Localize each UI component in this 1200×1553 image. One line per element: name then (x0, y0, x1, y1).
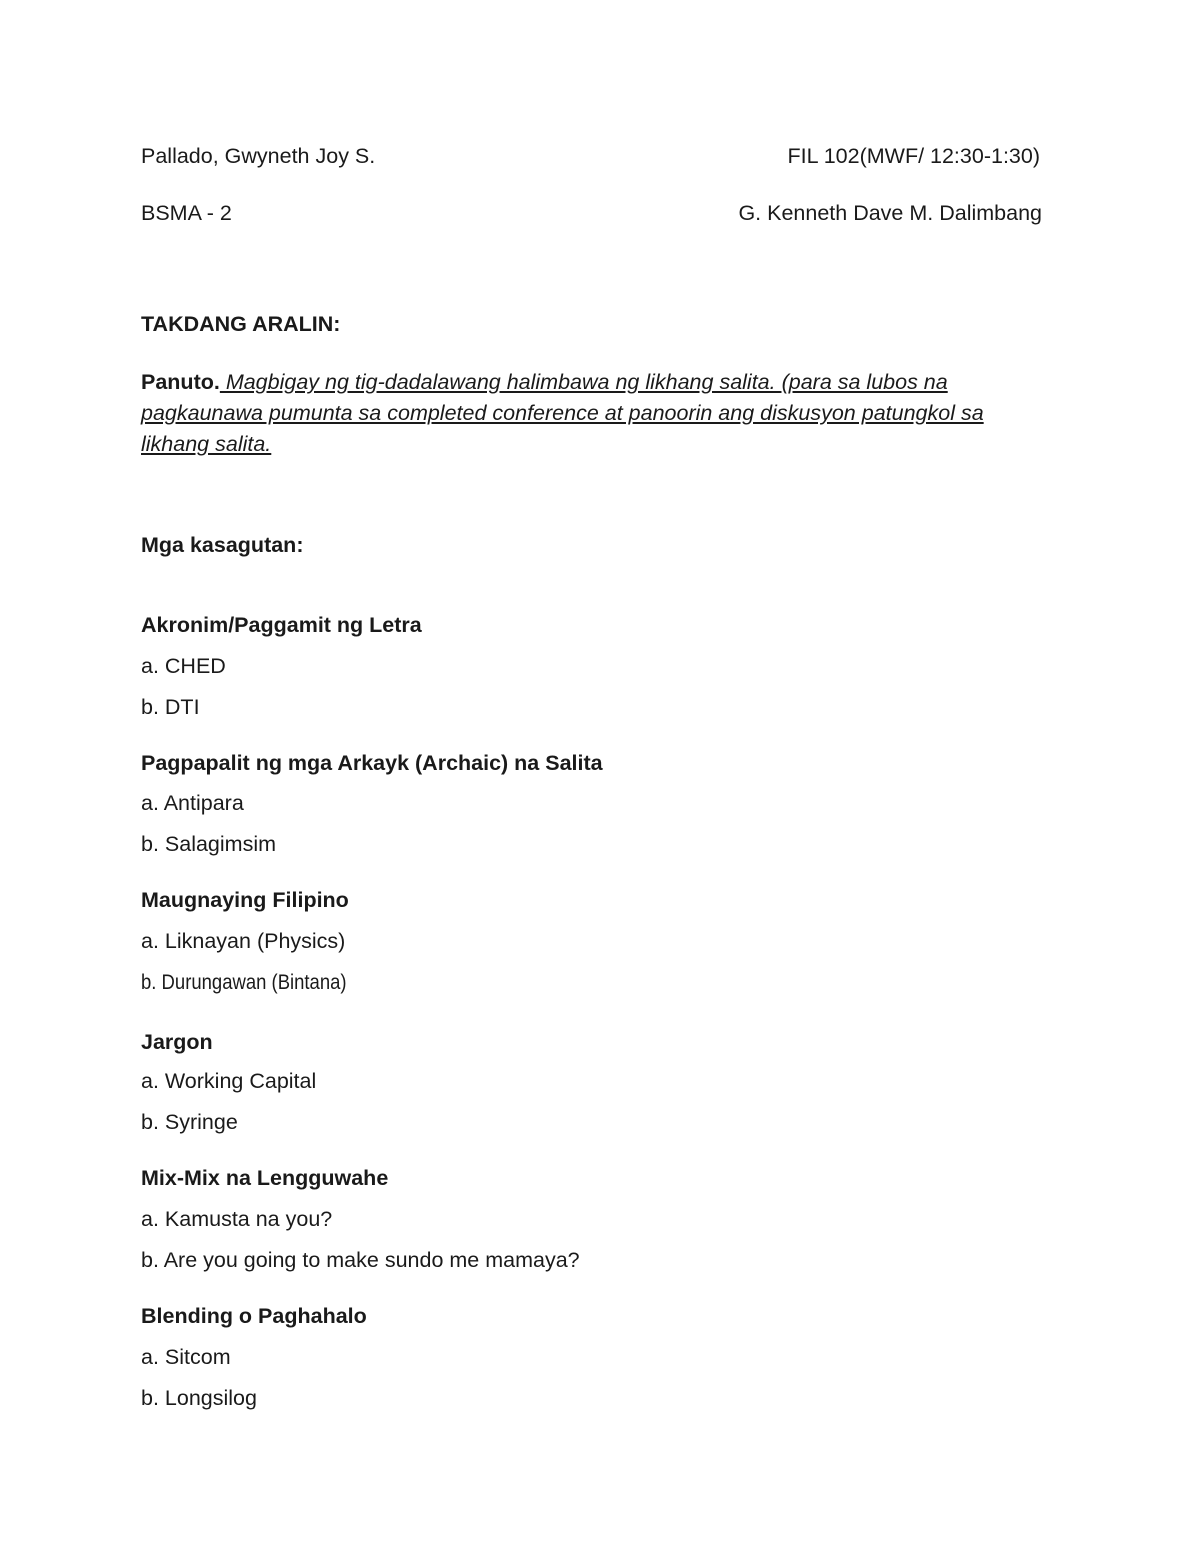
list-item-text: b. Durungawan (Bintana) (141, 970, 347, 994)
assignment-title: TAKDANG ARALIN: (141, 312, 341, 336)
list-item (141, 969, 380, 995)
course-schedule: FIL 102(MWF/ 12:30-1:30) (787, 144, 1040, 168)
student-name: Pallado, Gwyneth Joy S. (141, 144, 376, 168)
list-item: a. Liknayan (Physics) (141, 929, 346, 953)
list-item: a. CHED (141, 654, 226, 678)
section-title: Jargon (141, 1030, 213, 1054)
instruction-text: Magbigay ng tig-dadalawang halimbawa ng likhang salita. (para sa lubos na pagkaunawa pumunta sa completed conference at panoorin ang diskusyon patungkol sa likhang salita. (141, 370, 984, 456)
section-title: Pagpapalit ng mga Arkayk (Archaic) na Salita (141, 751, 603, 775)
list-item: b. Longsilog (141, 1386, 257, 1410)
instructor: G. Kenneth Dave M. Dalimbang (738, 201, 1042, 225)
instructions (141, 367, 1051, 460)
list-item: b. Syringe (141, 1110, 238, 1134)
program: BSMA - 2 (141, 201, 232, 225)
list-item: a. Sitcom (141, 1345, 231, 1369)
section-title: Akronim/Paggamit ng Letra (141, 613, 422, 637)
answers-heading: Mga kasagutan: (141, 533, 304, 557)
list-item: a. Kamusta na you? (141, 1207, 333, 1231)
list-item: a. Working Capital (141, 1069, 317, 1093)
list-item: a. Antipara (141, 791, 244, 815)
list-item: b. DTI (141, 695, 200, 719)
list-item: b. Salagimsim (141, 832, 277, 856)
section-title: Blending o Paghahalo (141, 1304, 367, 1328)
instruction-label: Panuto. (141, 370, 220, 394)
section-title: Mix-Mix na Lengguwahe (141, 1166, 389, 1190)
list-item: b. Are you going to make sundo me mamaya? (141, 1248, 580, 1272)
section-title: Maugnaying Filipino (141, 888, 349, 912)
